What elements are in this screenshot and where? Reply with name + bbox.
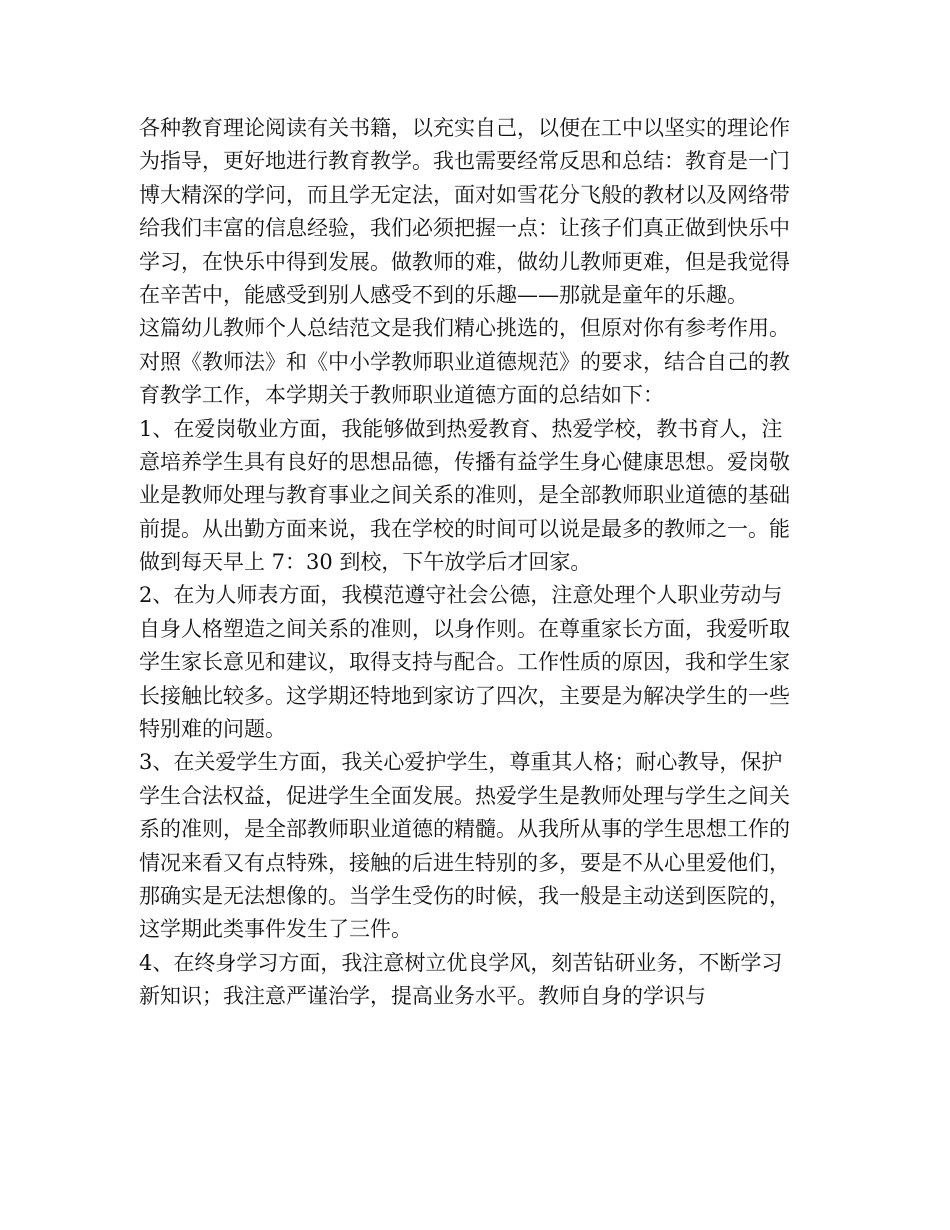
text-line: 新知识；我注意严谨治学，提高业务水平。教师自身的学识与 (139, 984, 706, 1009)
text-line: 这篇幼儿教师个人总结范文是我们精心挑选的，但原对你有参考作用。 (139, 316, 790, 341)
text-line: 学习，在快乐中得到发展。做教师的难，做幼儿教师更难，但是我觉得 (139, 249, 790, 274)
text-line: 博大精深的学问，而且学无定法，面对如雪花分飞般的教材以及网络带 (139, 182, 790, 207)
text-line: 学生家长意见和建议，取得支持与配合。工作性质的原因，我和学生家 (139, 650, 790, 675)
text-line: 在辛苦中，能感受到别人感受不到的乐趣——那就是童年的乐趣。 (139, 282, 748, 307)
text-line: 业是教师处理与教育事业之间关系的准则，是全部教师职业道德的基础 (139, 483, 790, 508)
text-line: 这学期此类事件发生了三件。 (139, 917, 412, 942)
text-line: 育教学工作，本学期关于教师职业道德方面的总结如下： (139, 383, 664, 408)
text-line: 各种教育理论阅读有关书籍，以充实自己，以便在工中以坚实的理论作 (139, 116, 790, 140)
text-line: 对照《教师法》和《中小学教师职业道德规范》的要求，结合自己的教 (139, 349, 790, 374)
text-line: 系的准则，是全部教师职业道德的精髓。从我所从事的学生思想工作的 (139, 817, 790, 842)
text-line: 情况来看又有点特殊，接触的后进生特别的多，要是不从心里爱他们， (139, 850, 790, 875)
text-line: 前提。从出勤方面来说，我在学校的时间可以说是最多的教师之一。能 (139, 516, 790, 541)
text-line: 特别难的问题。 (139, 717, 286, 742)
text-line: 长接触比较多。这学期还特地到家访了四次，主要是为解决学生的一些 (139, 683, 790, 708)
text-line: 做到每天早上 7：30 到校，下午放学后才回家。 (139, 550, 592, 575)
text-line: 自身人格塑造之间关系的准则，以身作则。在尊重家长方面，我爱听取 (139, 616, 790, 641)
text-line: 给我们丰富的信息经验，我们必须把握一点：让孩子们真正做到快乐中 (139, 216, 790, 241)
text-line: 3、在关爱学生方面，我关心爱护学生，尊重其人格；耐心教导，保护 (139, 750, 783, 775)
text-line: 2、在为人师表方面，我模范遵守社会公德，注意处理个人职业劳动与 (139, 583, 783, 608)
text-line: 4、在终身学习方面，我注意树立优良学风，刻苦钻研业务，不断学习 (139, 950, 783, 975)
text-line: 意培养学生具有良好的思想品德，传播有益学生身心健康思想。爱岗敬 (139, 449, 790, 474)
text-line: 那确实是无法想像的。当学生受伤的时候，我一般是主动送到医院的， (139, 883, 790, 908)
body-text (139, 112, 839, 1014)
text-line: 为指导，更好地进行教育教学。我也需要经常反思和总结：教育是一门 (139, 149, 790, 174)
text-line: 学生合法权益，促进学生全面发展。热爱学生是教师处理与学生之间关 (139, 783, 790, 808)
text-line: 1、在爱岗敬业方面，我能够做到热爱教育、热爱学校，教书育人，注 (139, 416, 783, 441)
